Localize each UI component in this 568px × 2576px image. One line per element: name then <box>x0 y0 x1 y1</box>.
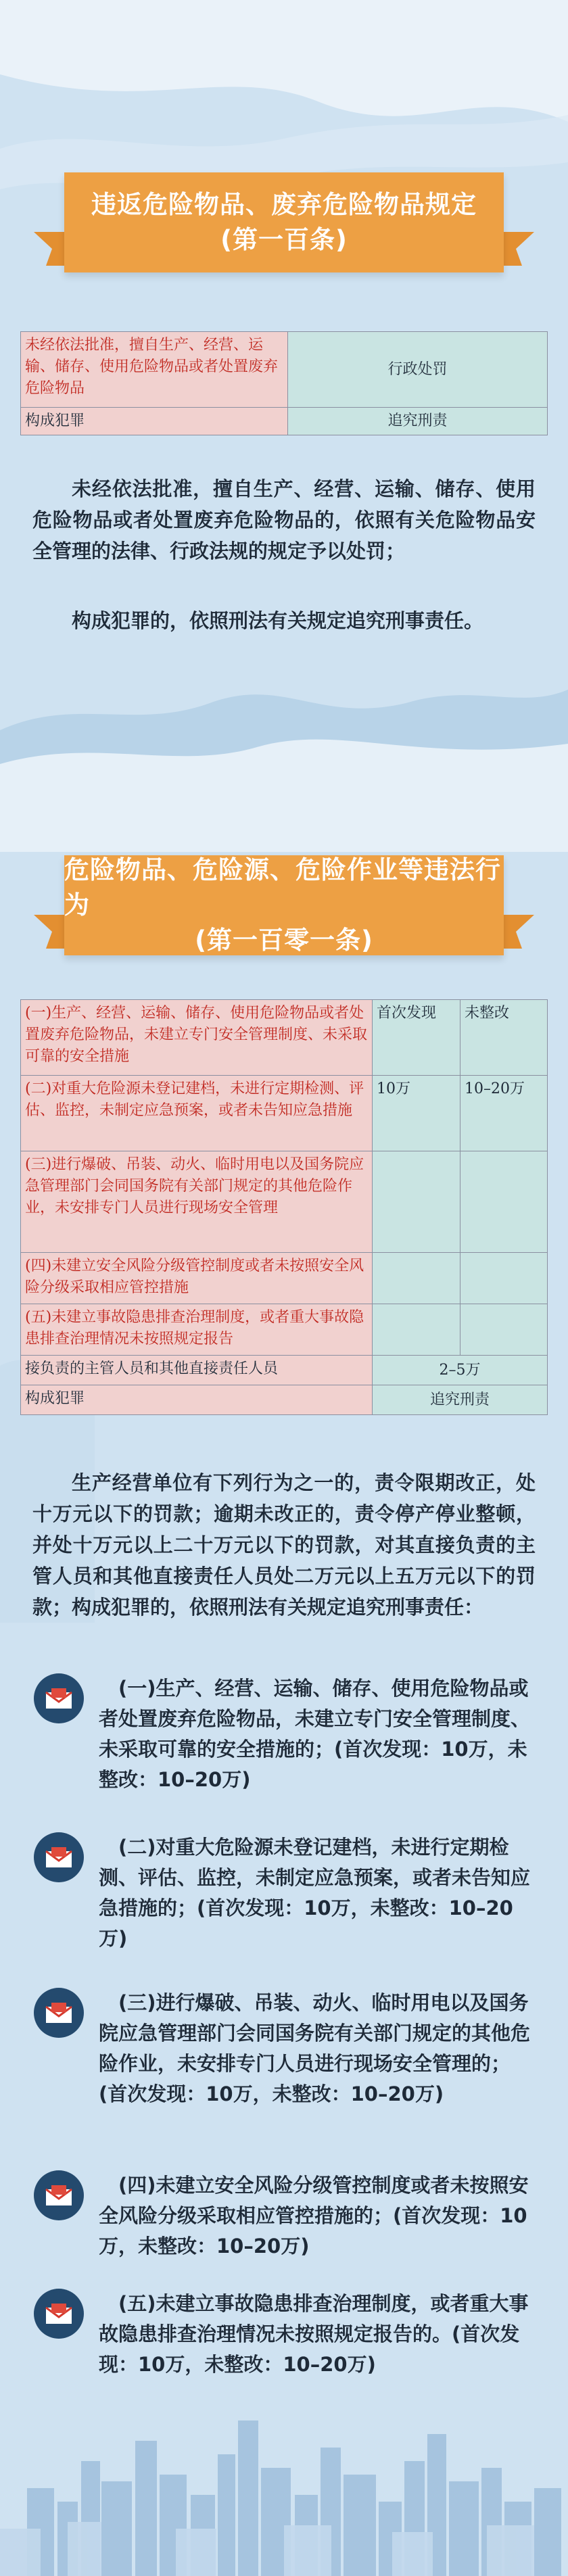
section1-paragraph-2: 构成犯罪的，依照刑法有关规定追究刑事责任。 <box>72 609 484 632</box>
list-item <box>34 1673 534 1795</box>
section2-table <box>20 999 548 1415</box>
table-cell: (四)未建立安全风险分级管控制度或者未按照安全风险分级采取相应管控措施 <box>21 1253 373 1304</box>
table-cell: 构成犯罪 <box>21 408 288 435</box>
section1-title-line2: (第一百条) <box>220 225 348 254</box>
section2-paragraph: 生产经营单位有下列行为之一的，责令限期改正，处十万元以下的罚款；逾期未改正的，责令停产停业整顿，并处十万元以上二十万元以下的罚款，对其直接负责的主管人员和其他直接责任人员处二万元以上五万元以下的罚款；构成犯罪的，依照刑法有关规定追究刑事责任： <box>32 1471 536 1619</box>
section2-banner <box>34 855 534 957</box>
table-cell-fine-second: 10–20万 <box>460 1076 548 1151</box>
envelope-icon <box>34 1673 84 1723</box>
table-header-first: 首次发现 <box>373 1000 460 1076</box>
table-row <box>21 1151 548 1253</box>
list-item <box>34 2170 534 2262</box>
envelope-icon <box>34 2170 84 2220</box>
table-cell: 追究刑责 <box>373 1385 548 1415</box>
table-row <box>21 408 548 435</box>
table-cell: 接负责的主管人员和其他直接责任人员 <box>21 1356 373 1385</box>
table-row <box>21 1304 548 1356</box>
section2-title-line2: (第一百零一条) <box>195 926 373 955</box>
section1-paragraph-1: 未经依法批准，擅自生产、经营、运输、储存、使用危险物品或者处置废弃危险物品的，依照有关危险物品安全管理的法律、行政法规的规定予以处罚； <box>32 477 536 563</box>
table-cell: (一)生产、经营、运输、储存、使用危险物品或者处置废弃危险物品，未建立专门安全管理制度、未采取可靠的安全措施 <box>21 1000 373 1076</box>
table-cell <box>460 1253 548 1304</box>
table-row <box>21 1000 548 1076</box>
table-cell <box>373 1304 460 1356</box>
envelope-icon <box>34 1832 84 1882</box>
table-cell <box>373 1151 460 1253</box>
table-cell <box>460 1304 548 1356</box>
section1-table <box>20 331 548 435</box>
ribbon-right-tail <box>504 915 534 949</box>
list-item-text: (四)未建立安全风险分级管控制度或者未按照安全风险分级采取相应管控措施的；(首次发现：10万，未整改：10–20万) <box>99 2174 529 2258</box>
table-cell <box>460 1151 548 1253</box>
table-cell <box>373 1253 460 1304</box>
table-row <box>21 1385 548 1415</box>
table-row <box>21 1076 548 1151</box>
envelope-icon <box>34 2289 84 2339</box>
list-item <box>34 2289 534 2380</box>
list-item-text: (五)未建立事故隐患排查治理制度，或者重大事故隐患排查治理情况未按照规定报告的。(首次发现：10万，未整改：10–20万) <box>99 2292 529 2376</box>
table-header-second: 未整改 <box>460 1000 548 1076</box>
section2-title-line1: 危险物品、危险源、危险作业等违法行为 <box>64 855 501 920</box>
list-item <box>34 1832 534 1954</box>
list-item-text: (二)对重大危险源未登记建档，未进行定期检测、评估、监控，未制定应急预案，或者未告知应急措施的；(首次发现：10万，未整改：10–20万) <box>99 1836 531 1950</box>
table-row <box>21 1253 548 1304</box>
table-cell: 构成犯罪 <box>21 1385 373 1415</box>
section2-title <box>64 855 504 955</box>
section1-title-line1: 违返危险物品、废弃危险物品规定 <box>91 190 477 219</box>
table-cell: 2–5万 <box>373 1356 548 1385</box>
list-item <box>34 1988 534 2109</box>
table-cell-fine-first: 10万 <box>373 1076 460 1151</box>
table-cell: 未经依法批准，擅自生产、经营、运输、储存、使用危险物品或者处置废弃危险物品 <box>21 332 288 408</box>
section1-title <box>64 172 504 272</box>
ribbon-left-tail <box>34 232 64 266</box>
table-cell: 追究刑责 <box>288 408 548 435</box>
list-item-text: (一)生产、经营、运输、储存、使用危险物品或者处置废弃危险物品，未建立专门安全管理制度、未采取可靠的安全措施的；(首次发现：10万，未整改：10–20万) <box>99 1677 531 1791</box>
envelope-icon <box>34 1988 84 2038</box>
table-cell: (二)对重大危险源未登记建档，未进行定期检测、评估、监控，未制定应急预案，或者未告知应急措施 <box>21 1076 373 1151</box>
table-row <box>21 1356 548 1385</box>
list-item-text: (三)进行爆破、吊装、动火、临时用电以及国务院应急管理部门会同国务院有关部门规定的其他危险作业，未安排专门人员进行现场安全管理的；(首次发现：10万，未整改：10–20万) <box>99 1991 531 2105</box>
table-cell: (三)进行爆破、吊装、动火、临时用电以及国务院应急管理部门会同国务院有关部门规定的其他危险作业，未安排专门人员进行现场安全管理 <box>21 1151 373 1253</box>
table-row <box>21 332 548 408</box>
table-cell: (五)未建立事故隐患排查治理制度，或者重大事故隐患排查治理情况未按照规定报告 <box>21 1304 373 1356</box>
section1-banner <box>34 172 534 274</box>
table-cell: 行政处罚 <box>288 332 548 408</box>
ribbon-right-tail <box>504 232 534 266</box>
ribbon-left-tail <box>34 915 64 949</box>
